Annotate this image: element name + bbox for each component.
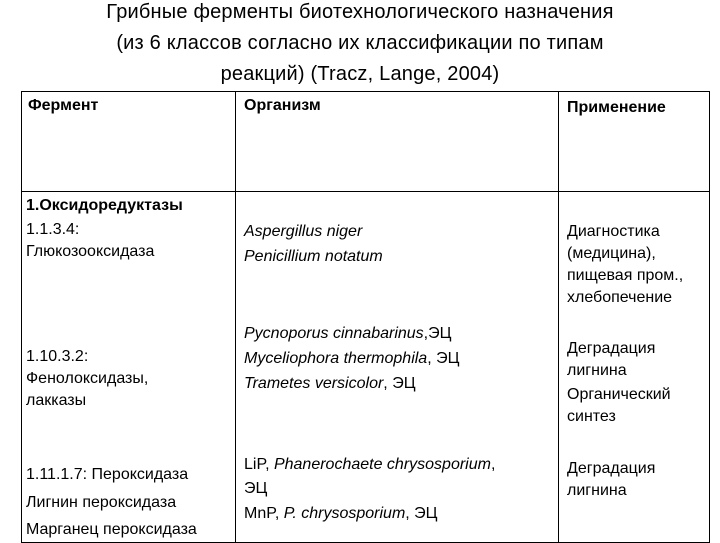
organism-line: LiP, Phanerochaete chrysosporium,	[244, 456, 496, 473]
enzyme-name: Лигнин пероксидаза	[26, 494, 177, 511]
header-organism	[236, 92, 559, 192]
enzyme-name: лакказы	[26, 392, 87, 409]
enzyme-code: 1.11.1.7: Пероксидаза	[26, 466, 189, 483]
title-line-3: реакций) (Tracz, Lange, 2004)	[220, 63, 500, 85]
header-application	[559, 92, 710, 192]
header-application-label: Применение	[567, 99, 666, 116]
application-line: пищевая пром.,	[567, 267, 684, 284]
enzyme-name: Марганец пероксидаза	[26, 521, 197, 538]
organism-line: Myceliophora thermophila, ЭЦ	[244, 350, 460, 367]
organism-line: Trametes versicolor, ЭЦ	[244, 375, 416, 392]
application-line: синтез	[567, 408, 616, 425]
organism-name: Aspergillus niger	[244, 223, 363, 240]
header-enzyme-label: Фермент	[28, 97, 99, 114]
section-oxidoreductases: 1.Оксидоредуктазы	[26, 197, 183, 214]
organism-line: Pycnoporus cinnabarinus,ЭЦ	[244, 325, 452, 342]
organism-name: Penicillium notatum	[244, 248, 383, 265]
enzymes-table	[21, 91, 710, 543]
enzyme-code: 1.10.3.2:	[26, 348, 89, 365]
title-line-1: Грибные ферменты биотехнологического назначения	[106, 1, 614, 23]
header-enzyme	[22, 92, 236, 192]
application-line: (медицина),	[567, 245, 656, 262]
header-organism-label: Организм	[244, 97, 321, 114]
enzyme-code: 1.1.3.4:	[26, 221, 80, 238]
application-line: хлебопечение	[567, 289, 673, 306]
application-line: Органический	[567, 386, 671, 403]
header-row	[22, 92, 710, 192]
application-column	[559, 192, 710, 543]
enzyme-column	[22, 192, 236, 543]
title-line-2: (из 6 классов согласно их классификации по типам	[116, 32, 604, 54]
enzyme-name: Фенолоксидазы,	[26, 370, 149, 387]
table-row	[22, 192, 710, 543]
organism-line: MnP, P. chrysosporium, ЭЦ	[244, 505, 438, 522]
application-line: лигнина	[567, 362, 627, 379]
application-line: Деградация	[567, 460, 656, 477]
application-line: Деградация	[567, 340, 656, 357]
application-line: Диагностика	[567, 223, 660, 240]
enzyme-name: Глюкозооксидаза	[26, 243, 155, 260]
application-line: лигнина	[567, 482, 627, 499]
organism-line: ЭЦ	[244, 480, 268, 497]
organism-column	[236, 192, 559, 543]
